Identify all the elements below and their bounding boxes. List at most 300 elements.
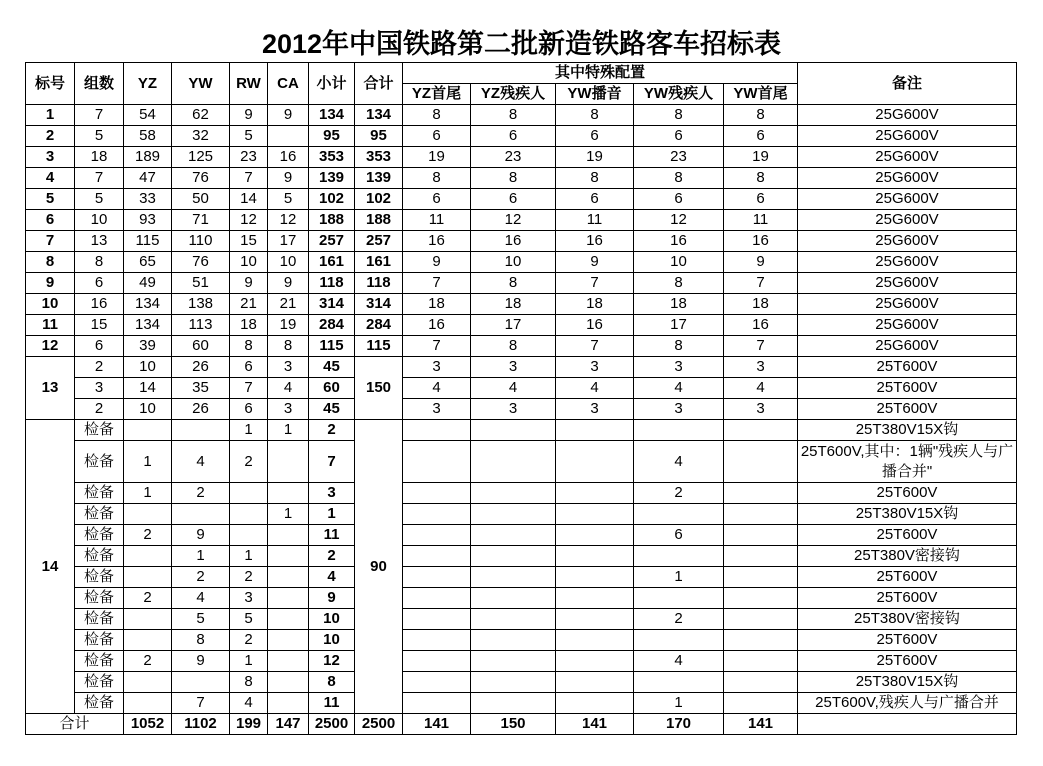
cell-rw: 1 <box>230 546 268 567</box>
cell-groups: 检备 <box>75 504 124 525</box>
cell-remarks: 25T380V15X钩 <box>798 420 1017 441</box>
cell-yw: 32 <box>172 126 230 147</box>
cell-special-2: 16 <box>556 231 634 252</box>
cell-bid-no: 6 <box>26 210 75 231</box>
cell-total: 188 <box>355 210 403 231</box>
cell-rw: 1 <box>230 651 268 672</box>
cell-special-1: 4 <box>471 378 556 399</box>
cell-special-0: 19 <box>403 147 471 168</box>
cell-groups: 8 <box>75 252 124 273</box>
cell-ca: 1 <box>268 420 309 441</box>
cell-special-4 <box>724 693 798 714</box>
totals-special-2: 141 <box>556 714 634 735</box>
table-row <box>26 168 1017 189</box>
cell-groups: 5 <box>75 189 124 210</box>
cell-special-3: 4 <box>634 651 724 672</box>
cell-groups: 检备 <box>75 630 124 651</box>
cell-bid-no: 8 <box>26 252 75 273</box>
header-special: 其中特殊配置 <box>403 63 798 84</box>
cell-total: 134 <box>355 105 403 126</box>
cell-special-1 <box>471 588 556 609</box>
cell-special-2 <box>556 651 634 672</box>
header-yw: YW <box>172 63 230 105</box>
cell-special-1: 23 <box>471 147 556 168</box>
cell-special-2: 3 <box>556 357 634 378</box>
table-row <box>26 420 1017 441</box>
cell-subtotal: 10 <box>309 630 355 651</box>
cell-bid-no: 5 <box>26 189 75 210</box>
cell-bid-no: 1 <box>26 105 75 126</box>
cell-special-1: 8 <box>471 168 556 189</box>
page-title: 2012年中国铁路第二批新造铁路客车招标表 <box>261 29 782 59</box>
cell-remarks: 25T600V <box>798 483 1017 504</box>
cell-ca <box>268 672 309 693</box>
cell-special-4: 18 <box>724 294 798 315</box>
cell-yw: 26 <box>172 357 230 378</box>
cell-special-1 <box>471 420 556 441</box>
table-row <box>26 126 1017 147</box>
table-row <box>26 210 1017 231</box>
cell-special-0: 6 <box>403 126 471 147</box>
cell-special-1 <box>471 630 556 651</box>
header-bid-no: 标号 <box>26 63 75 105</box>
cell-ca <box>268 588 309 609</box>
totals-label: 合计 <box>26 714 124 735</box>
header-special-yz-disabled: YZ残疾人 <box>471 84 556 105</box>
cell-remarks: 25T380V密接钩 <box>798 546 1017 567</box>
cell-special-0: 8 <box>403 105 471 126</box>
cell-special-4: 7 <box>724 273 798 294</box>
cell-yz: 1 <box>124 483 172 504</box>
cell-rw: 9 <box>230 105 268 126</box>
cell-subtotal: 4 <box>309 567 355 588</box>
cell-special-1: 10 <box>471 252 556 273</box>
cell-special-2: 16 <box>556 315 634 336</box>
cell-special-3: 4 <box>634 378 724 399</box>
cell-yz <box>124 420 172 441</box>
cell-bid-no: 11 <box>26 315 75 336</box>
cell-yw: 110 <box>172 231 230 252</box>
cell-groups: 检备 <box>75 693 124 714</box>
cell-special-3: 8 <box>634 336 724 357</box>
cell-remarks: 25G600V <box>798 189 1017 210</box>
cell-remarks: 25T600V <box>798 567 1017 588</box>
cell-special-3 <box>634 546 724 567</box>
cell-special-0: 7 <box>403 273 471 294</box>
table-row <box>26 483 1017 504</box>
cell-special-3 <box>634 672 724 693</box>
cell-yz: 2 <box>124 525 172 546</box>
cell-special-3: 1 <box>634 567 724 588</box>
cell-yz <box>124 609 172 630</box>
cell-groups: 16 <box>75 294 124 315</box>
table-row <box>26 231 1017 252</box>
cell-rw: 10 <box>230 252 268 273</box>
cell-yw: 2 <box>172 567 230 588</box>
cell-special-3: 17 <box>634 315 724 336</box>
cell-special-4 <box>724 504 798 525</box>
cell-subtotal: 1 <box>309 504 355 525</box>
cell-remarks: 25T600V <box>798 588 1017 609</box>
cell-ca: 8 <box>268 336 309 357</box>
cell-groups: 3 <box>75 378 124 399</box>
cell-subtotal: 161 <box>309 252 355 273</box>
cell-yz <box>124 630 172 651</box>
cell-special-3: 6 <box>634 126 724 147</box>
table-row <box>26 588 1017 609</box>
cell-groups: 检备 <box>75 483 124 504</box>
cell-yz <box>124 567 172 588</box>
cell-rw: 7 <box>230 168 268 189</box>
cell-rw: 6 <box>230 357 268 378</box>
table-row <box>26 630 1017 651</box>
cell-yw: 5 <box>172 609 230 630</box>
cell-rw: 5 <box>230 609 268 630</box>
cell-ca: 19 <box>268 315 309 336</box>
cell-yw <box>172 420 230 441</box>
cell-special-3: 8 <box>634 105 724 126</box>
cell-special-1 <box>471 525 556 546</box>
cell-ca: 10 <box>268 252 309 273</box>
cell-subtotal: 257 <box>309 231 355 252</box>
cell-yw: 4 <box>172 588 230 609</box>
cell-subtotal: 7 <box>309 441 355 483</box>
cell-special-3: 6 <box>634 189 724 210</box>
cell-remarks: 25G600V <box>798 273 1017 294</box>
table-row <box>26 315 1017 336</box>
cell-yz: 2 <box>124 588 172 609</box>
header-remarks: 备注 <box>798 63 1017 105</box>
cell-special-4: 8 <box>724 105 798 126</box>
cell-total: 314 <box>355 294 403 315</box>
cell-total: 118 <box>355 273 403 294</box>
totals-special-0: 141 <box>403 714 471 735</box>
table-row <box>26 546 1017 567</box>
cell-special-4: 4 <box>724 378 798 399</box>
cell-ca: 17 <box>268 231 309 252</box>
cell-remarks: 25T600V <box>798 651 1017 672</box>
table-row <box>26 105 1017 126</box>
cell-groups: 6 <box>75 273 124 294</box>
cell-special-2 <box>556 483 634 504</box>
totals-yz: 1052 <box>124 714 172 735</box>
cell-special-0: 16 <box>403 231 471 252</box>
cell-yw: 76 <box>172 168 230 189</box>
cell-subtotal: 60 <box>309 378 355 399</box>
cell-subtotal: 284 <box>309 315 355 336</box>
cell-groups: 检备 <box>75 420 124 441</box>
cell-special-0 <box>403 420 471 441</box>
cell-special-2 <box>556 567 634 588</box>
cell-special-4: 9 <box>724 252 798 273</box>
cell-special-2: 3 <box>556 399 634 420</box>
cell-groups: 5 <box>75 126 124 147</box>
cell-special-4: 8 <box>724 168 798 189</box>
cell-special-2 <box>556 504 634 525</box>
cell-rw: 4 <box>230 693 268 714</box>
cell-special-1 <box>471 609 556 630</box>
cell-yz <box>124 546 172 567</box>
cell-groups: 7 <box>75 168 124 189</box>
cell-special-3 <box>634 504 724 525</box>
cell-special-3 <box>634 588 724 609</box>
cell-special-0 <box>403 630 471 651</box>
cell-special-1: 3 <box>471 399 556 420</box>
cell-special-4: 6 <box>724 126 798 147</box>
cell-special-2: 7 <box>556 273 634 294</box>
table-row <box>26 357 1017 378</box>
header-special-yw-disabled: YW残疾人 <box>634 84 724 105</box>
cell-yw: 60 <box>172 336 230 357</box>
cell-special-4: 19 <box>724 147 798 168</box>
cell-special-4 <box>724 420 798 441</box>
cell-ca: 1 <box>268 504 309 525</box>
totals-special-4: 141 <box>724 714 798 735</box>
cell-groups: 7 <box>75 105 124 126</box>
cell-yw: 9 <box>172 651 230 672</box>
cell-special-1: 6 <box>471 189 556 210</box>
cell-rw: 15 <box>230 231 268 252</box>
cell-rw: 6 <box>230 399 268 420</box>
cell-groups: 检备 <box>75 672 124 693</box>
cell-remarks: 25G600V <box>798 168 1017 189</box>
cell-yz: 1 <box>124 441 172 483</box>
cell-subtotal: 10 <box>309 609 355 630</box>
cell-ca <box>268 630 309 651</box>
cell-ca <box>268 651 309 672</box>
cell-remarks: 25G600V <box>798 126 1017 147</box>
cell-groups: 检备 <box>75 525 124 546</box>
cell-bid-no: 14 <box>26 420 75 714</box>
cell-special-3: 18 <box>634 294 724 315</box>
cell-yz: 10 <box>124 357 172 378</box>
cell-total: 284 <box>355 315 403 336</box>
cell-special-0: 6 <box>403 189 471 210</box>
cell-special-1: 8 <box>471 105 556 126</box>
cell-special-0: 3 <box>403 357 471 378</box>
cell-remarks: 25G600V <box>798 252 1017 273</box>
cell-yw: 26 <box>172 399 230 420</box>
cell-special-2: 7 <box>556 336 634 357</box>
cell-special-4: 7 <box>724 336 798 357</box>
cell-remarks: 25G600V <box>798 231 1017 252</box>
cell-subtotal: 314 <box>309 294 355 315</box>
cell-total: 257 <box>355 231 403 252</box>
cell-rw <box>230 504 268 525</box>
cell-special-1: 8 <box>471 273 556 294</box>
bid-table <box>25 62 1017 735</box>
cell-rw <box>230 525 268 546</box>
cell-yw: 50 <box>172 189 230 210</box>
cell-rw: 7 <box>230 378 268 399</box>
table-row <box>26 693 1017 714</box>
cell-total: 353 <box>355 147 403 168</box>
cell-special-0 <box>403 651 471 672</box>
cell-special-2 <box>556 546 634 567</box>
table-row <box>26 189 1017 210</box>
cell-groups: 6 <box>75 336 124 357</box>
header-total: 合计 <box>355 63 403 105</box>
cell-total: 102 <box>355 189 403 210</box>
cell-special-0 <box>403 609 471 630</box>
cell-special-3: 12 <box>634 210 724 231</box>
cell-special-2 <box>556 525 634 546</box>
cell-special-0 <box>403 567 471 588</box>
cell-special-4 <box>724 483 798 504</box>
cell-remarks: 25G600V <box>798 210 1017 231</box>
cell-special-1: 6 <box>471 126 556 147</box>
cell-remarks: 25G600V <box>798 105 1017 126</box>
cell-special-2 <box>556 693 634 714</box>
cell-ca: 9 <box>268 273 309 294</box>
cell-special-2: 8 <box>556 105 634 126</box>
cell-ca <box>268 441 309 483</box>
cell-ca: 3 <box>268 399 309 420</box>
cell-total: 90 <box>355 420 403 714</box>
table-row <box>26 252 1017 273</box>
cell-groups: 检备 <box>75 651 124 672</box>
cell-special-4 <box>724 651 798 672</box>
cell-remarks: 25T600V <box>798 630 1017 651</box>
cell-groups: 检备 <box>75 588 124 609</box>
cell-yw: 9 <box>172 525 230 546</box>
cell-special-0 <box>403 588 471 609</box>
cell-yw: 138 <box>172 294 230 315</box>
header-ca: CA <box>268 63 309 105</box>
totals-rw: 199 <box>230 714 268 735</box>
cell-ca: 9 <box>268 105 309 126</box>
cell-rw: 9 <box>230 273 268 294</box>
cell-special-2 <box>556 630 634 651</box>
cell-ca: 3 <box>268 357 309 378</box>
totals-special-1: 150 <box>471 714 556 735</box>
cell-yz <box>124 693 172 714</box>
cell-yz: 14 <box>124 378 172 399</box>
cell-yz <box>124 672 172 693</box>
cell-special-2 <box>556 672 634 693</box>
cell-groups: 18 <box>75 147 124 168</box>
cell-yz: 10 <box>124 399 172 420</box>
cell-special-3: 6 <box>634 525 724 546</box>
cell-special-0: 16 <box>403 315 471 336</box>
cell-special-1: 3 <box>471 357 556 378</box>
cell-subtotal: 2 <box>309 420 355 441</box>
cell-remarks: 25T380V15X钩 <box>798 504 1017 525</box>
cell-yw: 2 <box>172 483 230 504</box>
cell-subtotal: 134 <box>309 105 355 126</box>
table-row <box>26 567 1017 588</box>
cell-groups: 13 <box>75 231 124 252</box>
cell-special-4: 16 <box>724 315 798 336</box>
cell-special-1: 16 <box>471 231 556 252</box>
cell-special-2: 6 <box>556 126 634 147</box>
cell-yw: 125 <box>172 147 230 168</box>
cell-rw: 18 <box>230 315 268 336</box>
cell-special-4 <box>724 630 798 651</box>
cell-special-1 <box>471 693 556 714</box>
cell-yw: 8 <box>172 630 230 651</box>
cell-special-3: 10 <box>634 252 724 273</box>
cell-special-3 <box>634 420 724 441</box>
cell-bid-no: 9 <box>26 273 75 294</box>
cell-subtotal: 102 <box>309 189 355 210</box>
cell-special-3: 16 <box>634 231 724 252</box>
cell-special-3: 3 <box>634 399 724 420</box>
cell-subtotal: 9 <box>309 588 355 609</box>
cell-yw: 35 <box>172 378 230 399</box>
cell-special-1 <box>471 441 556 483</box>
table-row <box>26 609 1017 630</box>
cell-special-0 <box>403 441 471 483</box>
totals-yw: 1102 <box>172 714 230 735</box>
cell-yz: 33 <box>124 189 172 210</box>
cell-special-2 <box>556 609 634 630</box>
cell-yw: 113 <box>172 315 230 336</box>
cell-special-2: 11 <box>556 210 634 231</box>
cell-ca: 16 <box>268 147 309 168</box>
table-row <box>26 525 1017 546</box>
totals-total: 2500 <box>355 714 403 735</box>
cell-rw: 2 <box>230 567 268 588</box>
cell-groups: 10 <box>75 210 124 231</box>
cell-remarks: 25T600V <box>798 357 1017 378</box>
cell-special-4 <box>724 609 798 630</box>
cell-yz: 115 <box>124 231 172 252</box>
cell-special-4 <box>724 441 798 483</box>
cell-special-4: 3 <box>724 399 798 420</box>
cell-subtotal: 8 <box>309 672 355 693</box>
cell-rw: 1 <box>230 420 268 441</box>
cell-yw <box>172 504 230 525</box>
cell-special-3: 3 <box>634 357 724 378</box>
cell-special-0 <box>403 672 471 693</box>
cell-yw: 4 <box>172 441 230 483</box>
cell-subtotal: 353 <box>309 147 355 168</box>
totals-special-3: 170 <box>634 714 724 735</box>
cell-special-2 <box>556 441 634 483</box>
cell-bid-no: 10 <box>26 294 75 315</box>
totals-ca: 147 <box>268 714 309 735</box>
cell-yz: 93 <box>124 210 172 231</box>
cell-special-1: 8 <box>471 336 556 357</box>
cell-remarks: 25G600V <box>798 294 1017 315</box>
cell-special-0 <box>403 525 471 546</box>
cell-special-2: 8 <box>556 168 634 189</box>
table-body <box>26 105 1017 735</box>
cell-ca <box>268 546 309 567</box>
cell-yw: 76 <box>172 252 230 273</box>
cell-special-4: 6 <box>724 189 798 210</box>
table-row <box>26 651 1017 672</box>
cell-rw <box>230 483 268 504</box>
header-special-yw-head-tail: YW首尾 <box>724 84 798 105</box>
cell-subtotal: 12 <box>309 651 355 672</box>
cell-special-0: 8 <box>403 168 471 189</box>
cell-rw: 8 <box>230 672 268 693</box>
cell-special-2 <box>556 588 634 609</box>
cell-rw: 23 <box>230 147 268 168</box>
cell-yw: 1 <box>172 546 230 567</box>
cell-rw: 21 <box>230 294 268 315</box>
cell-special-3: 8 <box>634 168 724 189</box>
cell-special-1 <box>471 546 556 567</box>
cell-subtotal: 3 <box>309 483 355 504</box>
table-row <box>26 378 1017 399</box>
cell-yz: 47 <box>124 168 172 189</box>
cell-special-2: 4 <box>556 378 634 399</box>
cell-subtotal: 188 <box>309 210 355 231</box>
cell-subtotal: 118 <box>309 273 355 294</box>
